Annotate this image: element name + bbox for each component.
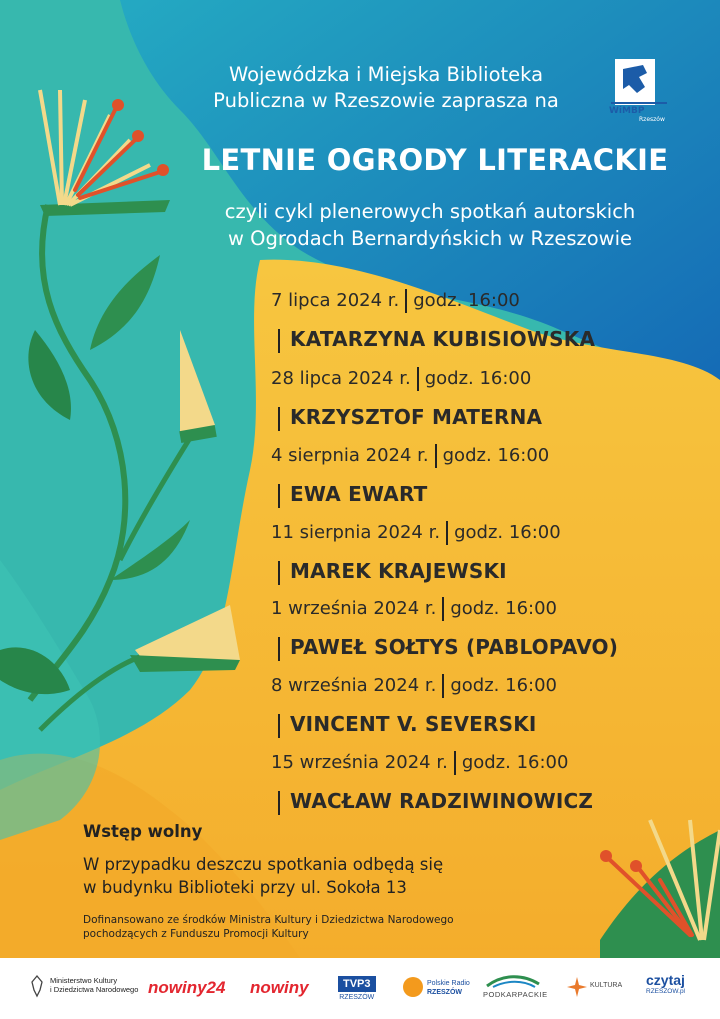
event-date: 4 sierpnia 2024 r.: [271, 445, 429, 466]
rain-notice-line: W przypadku deszczu spotkania odbędą się: [83, 855, 444, 874]
event-date: 11 sierpnia 2024 r.: [271, 522, 441, 543]
event-author: PAWEŁ SOŁTYS (PABLOPAVO): [290, 635, 619, 659]
separator-bar: [405, 289, 407, 313]
funding-line: pochodzących z Funduszu Promocji Kultury: [83, 928, 309, 940]
event-item: [271, 750, 711, 816]
radio-name: Polskie Radio: [427, 980, 470, 987]
rain-notice-line: w budynku Biblioteki przy ul. Sokoła 13: [83, 878, 407, 897]
event-date: 1 września 2024 r.: [271, 598, 437, 619]
event-date-row: [271, 750, 711, 776]
event-item: [271, 596, 711, 662]
hills-icon: [483, 974, 543, 988]
event-date-row: [271, 673, 711, 699]
separator-bar: [278, 791, 280, 815]
pegasus-icon: [609, 53, 669, 125]
event-date-row: [271, 443, 711, 469]
event-author: EWA EWART: [290, 482, 428, 506]
event-time: godz. 16:00: [442, 445, 550, 466]
separator-bar: [278, 484, 280, 508]
separator-bar: [278, 329, 280, 353]
event-author-row: [271, 556, 711, 586]
event-author-row: [271, 786, 711, 816]
sponsor-bar: [0, 958, 720, 1019]
event-time: godz. 16:00: [454, 522, 561, 543]
nowiny-logo: nowiny: [250, 978, 309, 997]
event-time: godz. 16:00: [424, 368, 532, 389]
event-date-row: [271, 520, 711, 546]
rain-notice: [83, 853, 443, 899]
svg-text:Rzeszów: Rzeszów: [639, 116, 665, 123]
nowiny24-logo: nowiny24: [148, 978, 226, 997]
event-author-row: [271, 402, 711, 432]
radio-city: RZESZÓW: [427, 989, 462, 996]
czytaj-logo: [646, 972, 685, 995]
intro-line: Publiczna w Rzeszowie zaprasza na: [213, 89, 559, 112]
kultura-text: KULTURA: [590, 982, 623, 989]
event-item: [271, 673, 711, 739]
funding-line: Dofinansowano ze środków Ministra Kultury i Dziedzictwa Narodowego: [83, 914, 454, 926]
separator-bar: [442, 674, 444, 698]
event-item: [271, 520, 711, 586]
separator-bar: [446, 521, 448, 545]
event-item: [271, 366, 711, 432]
event-author: KATARZYNA KUBISIOWSKA: [290, 327, 596, 351]
tvp3-badge: TVP3: [338, 976, 376, 992]
library-logo: [609, 53, 669, 125]
separator-bar: [417, 367, 419, 391]
event-time: godz. 16:00: [450, 675, 557, 696]
intro-text: [186, 62, 586, 114]
subtitle-line: czyli cykl plenerowych spotkań autorskich: [224, 200, 636, 223]
event-author: WACŁAW RADZIWINOWICZ: [290, 789, 594, 813]
event-author: VINCENT V. SEVERSKI: [290, 712, 537, 736]
separator-bar: [435, 444, 437, 468]
event-author-row: [271, 709, 711, 739]
page-title: LETNIE OGRODY LITERACKIE: [201, 143, 669, 177]
free-entry-label: Wstęp wolny: [83, 822, 203, 841]
czytaj-domain: RZESZOW.pl: [646, 988, 686, 995]
event-author: MAREK KRAJEWSKI: [290, 559, 507, 583]
czytaj-text: czytaj: [646, 972, 685, 988]
ministry-name: i Dziedzictwa Narodowego: [50, 985, 139, 994]
separator-bar: [442, 597, 444, 621]
event-author-row: [271, 632, 711, 662]
radio-circle-icon: [403, 977, 423, 997]
event-date: 7 lipca 2024 r.: [271, 290, 400, 311]
ministry-name: Ministerstwo Kultury: [50, 976, 118, 985]
tvp3-city: RZESZÓW: [339, 994, 375, 1001]
event-date-row: [271, 366, 711, 392]
separator-bar: [278, 637, 280, 661]
event-date: 8 września 2024 r.: [271, 675, 437, 696]
star-icon: [566, 976, 588, 998]
podkarpackie-text: PODKARPACKIE: [483, 990, 548, 999]
svg-text:WiMBP: WiMBP: [609, 106, 645, 116]
event-time: godz. 16:00: [413, 290, 520, 311]
event-date: 15 września 2024 r.: [271, 752, 448, 773]
event-date-row: [271, 288, 711, 314]
event-item: [271, 443, 711, 509]
event-author: KRZYSZTOF MATERNA: [290, 405, 543, 429]
event-date: 28 lipca 2024 r.: [271, 368, 411, 389]
event-time: godz. 16:00: [461, 752, 569, 773]
subtitle: [150, 198, 710, 252]
tvp3-logo: [338, 976, 376, 1001]
subtitle-line: w Ogrodach Bernardyńskich w Rzeszowie: [227, 227, 633, 250]
separator-bar: [278, 561, 280, 585]
intro-line: Wojewódzka i Miejska Biblioteka: [228, 63, 544, 86]
event-date-row: [271, 596, 711, 622]
separator-bar: [278, 714, 280, 738]
separator-bar: [278, 407, 280, 431]
separator-bar: [454, 751, 456, 775]
eagle-emblem-icon: [28, 974, 46, 998]
event-time: godz. 16:00: [450, 598, 557, 619]
event-author-row: [271, 479, 711, 509]
funding-note: [83, 913, 454, 941]
event-item: [271, 288, 711, 354]
event-author-row: [271, 324, 711, 354]
